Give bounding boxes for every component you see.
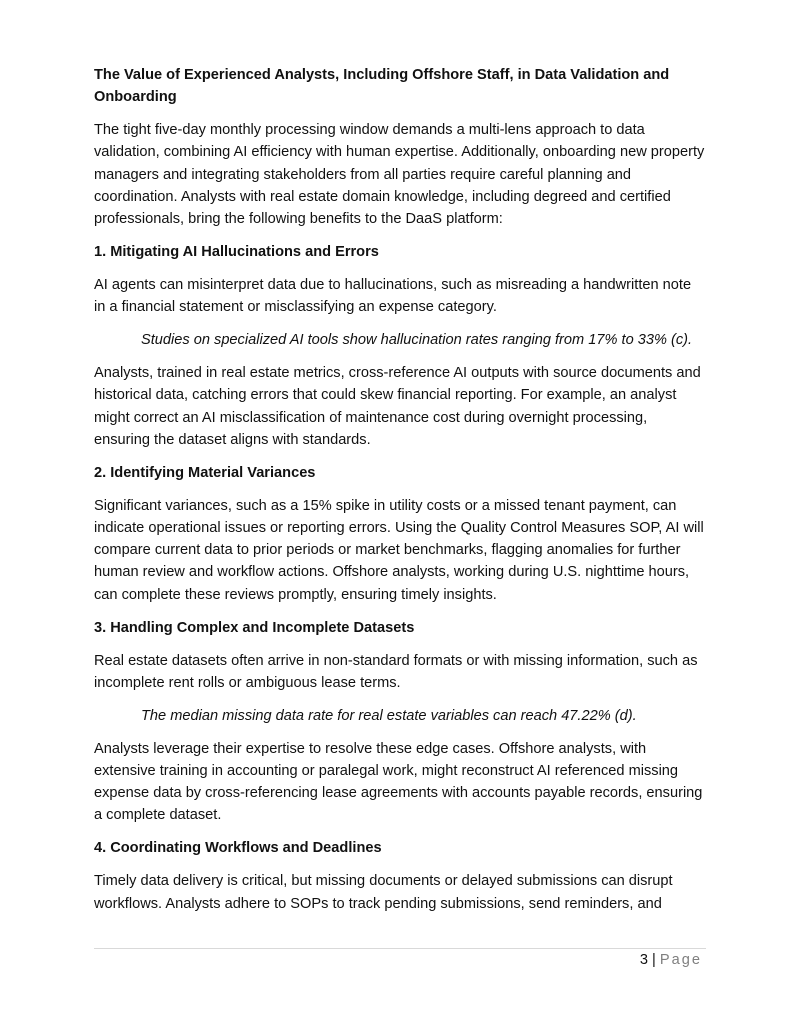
section-1-quote: Studies on specialized AI tools show hallucination rates ranging from 17% to 33% (c). (141, 332, 693, 349)
footer-divider (94, 948, 706, 949)
intro-paragraph: The tight five-day monthly processing window demands a multi-lens approach to data validation, combining AI efficiency with human expertise. Additionally, onboarding new property managers and integrating stakeholders from all parties require careful planning and coordination. Analysts with real estate domain knowledge, including degreed and certified professionals, bring the following benefits to the DaaS platform: (94, 122, 705, 228)
page-number: 3 (639, 952, 648, 968)
section-heading-1: 1. Mitigating AI Hallucinations and Errors (94, 244, 379, 261)
page-label: Page (659, 952, 702, 968)
section-4-paragraph-1: Timely data delivery is critical, but missing documents or delayed submissions can disrupt workflows. Analysts adhere to SOPs to track pending submissions, send reminders, and (94, 873, 673, 912)
section-3-paragraph-2: Analysts leverage their expertise to resolve these edge cases. Offshore analysts, with extensive training in accounting or paralegal work, might reconstruct AI referenced missing expense data by cross-referencing lease agreements with accounts payable records, ensuring a complete dataset. (94, 740, 703, 824)
document-page (94, 64, 706, 926)
footer-separator: | (652, 952, 656, 968)
section-3-quote: The median missing data rate for real estate variables can reach 47.22% (d). (141, 707, 637, 724)
section-heading-2: 2. Identifying Material Variances (94, 464, 316, 481)
section-heading-3: 3. Handling Complex and Incomplete Datasets (94, 619, 415, 636)
section-3-paragraph-1: Real estate datasets often arrive in non-standard formats or with missing information, such as incomplete rent rolls or ambiguous lease terms. (94, 652, 698, 691)
page-footer (640, 950, 702, 970)
section-1-paragraph-2: Analysts, trained in real estate metrics, cross-reference AI outputs with source documents and historical data, catching errors that could skew financial reporting. For example, an analyst might correct an AI misclassification of maintenance cost during overnight processing, ensuring the dataset aligns with standards. (94, 365, 701, 448)
section-1-paragraph-1: AI agents can misinterpret data due to hallucinations, such as misreading a handwritten note in a financial statement or misclassifying an expense category. (94, 277, 692, 316)
document-title: The Value of Experienced Analysts, Including Offshore Staff, in Data Validation and Onboarding (94, 67, 670, 106)
section-heading-4: 4. Coordinating Workflows and Deadlines (94, 840, 382, 857)
section-2-paragraph-1: Significant variances, such as a 15% spike in utility costs or a missed tenant payment, can indicate operational issues or reporting errors. Using the Quality Control Measures SOP, AI will compare current data to prior periods or market benchmarks, flagging anomalies for further human review and workflow actions. Offshore analysts, working during U.S. nighttime hours, can complete these reviews promptly, ensuring timely insights. (94, 497, 704, 603)
